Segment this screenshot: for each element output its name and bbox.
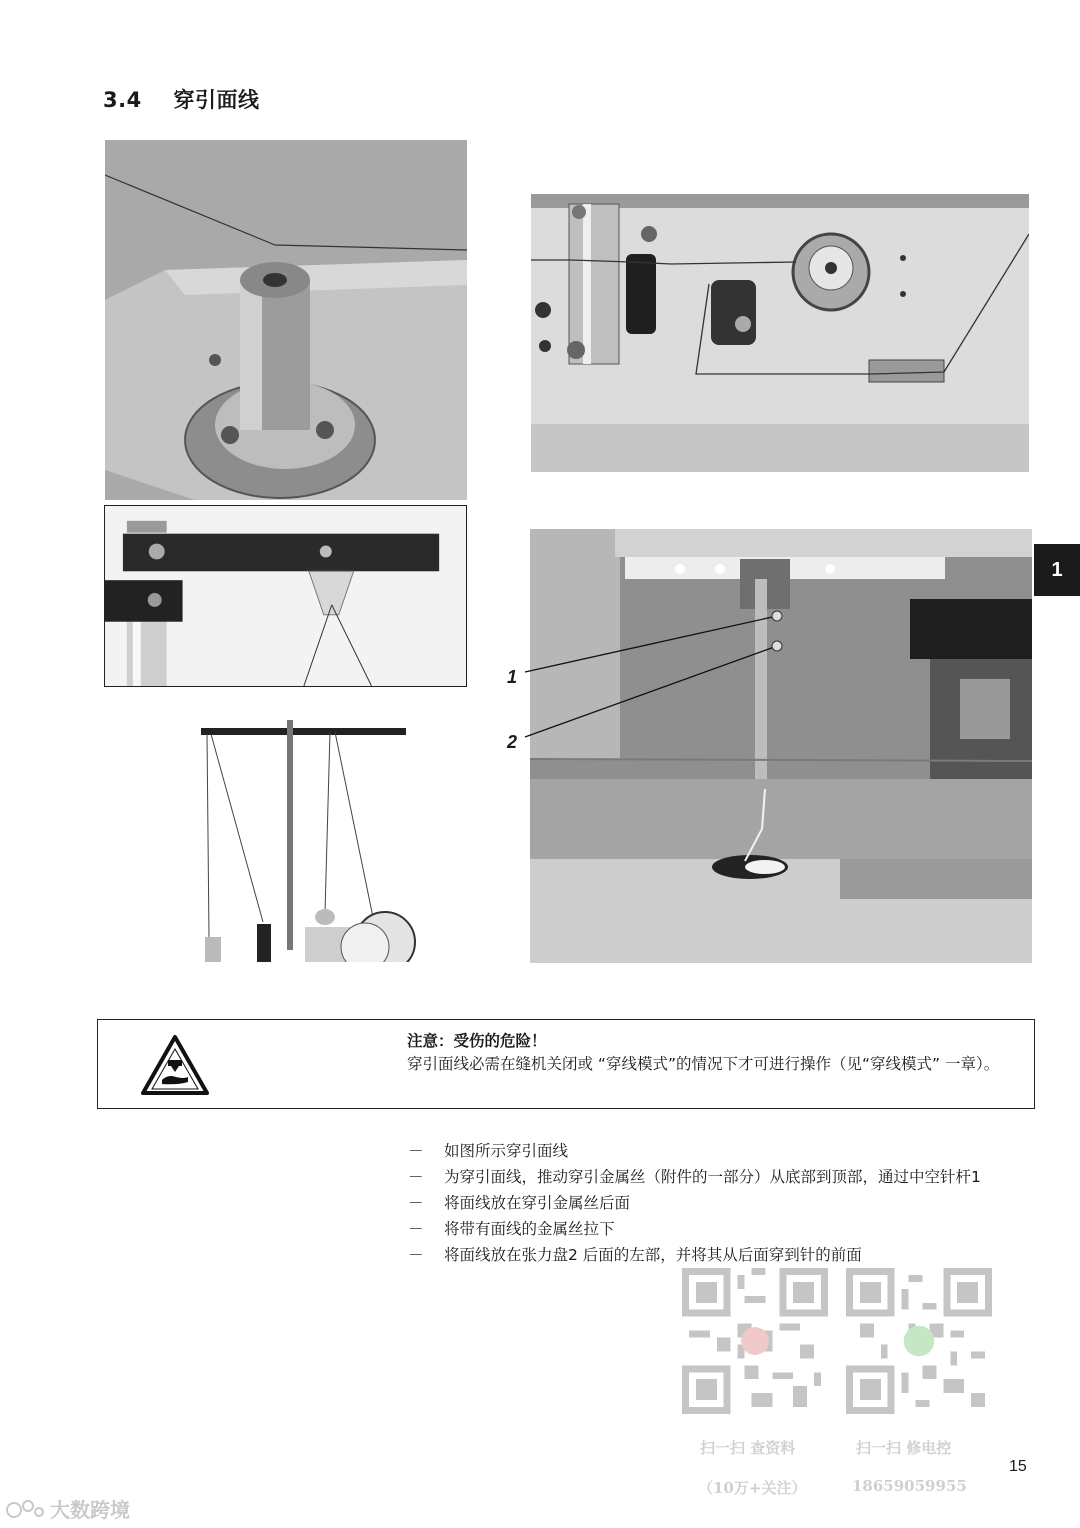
thread-guide-post-photo <box>105 140 467 500</box>
step-text: 为穿引面线，推动穿引金属丝（附件的一部分）从底部到顶部，通过中空针杆1 <box>444 1168 981 1186</box>
thread-stand-arm-photo <box>104 505 467 687</box>
tension-assembly-photo <box>531 194 1029 472</box>
warning-title: 注意：受伤的危险！ <box>407 1032 547 1050</box>
step-dash: － <box>408 1194 424 1212</box>
watermark-left-sub: （10万+关注） <box>698 1479 807 1497</box>
warning-box <box>97 1019 1035 1109</box>
callout-2: 2 <box>507 732 518 752</box>
step-text: 将面线放在穿引金属丝后面 <box>444 1194 631 1212</box>
section-number: 3.4 <box>103 88 142 112</box>
watermark-left-caption: 扫一扫 查资料 <box>700 1439 796 1457</box>
step-dash: － <box>408 1220 424 1238</box>
page-number: 15 <box>1009 1458 1027 1475</box>
instruction-step <box>408 1190 1038 1216</box>
watermark-right-caption: 扫一扫 修电控 <box>856 1439 952 1457</box>
footer-brand <box>6 1494 130 1523</box>
brand-logo-icon <box>6 1498 46 1520</box>
instruction-list <box>408 1138 1038 1268</box>
callout-1: 1 <box>507 667 518 687</box>
warning-body: 穿引面线必需在缝机关闭或 “穿线模式”的情况下才可进行操作（见“穿线模式” 一章）。 <box>407 1055 1000 1073</box>
hand-injury-warning-icon <box>140 1034 210 1096</box>
chapter-tab: 1 <box>1034 544 1080 596</box>
step-dash: － <box>408 1168 424 1186</box>
section-title: 穿引面线 <box>173 88 260 112</box>
instruction-step <box>408 1216 1038 1242</box>
warning-text <box>407 1030 1027 1076</box>
section-heading <box>103 84 260 114</box>
step-text: 如图所示穿引面线 <box>444 1142 569 1160</box>
instruction-step <box>408 1164 1038 1190</box>
qr-code-left <box>682 1267 828 1415</box>
step-text: 将带有面线的金属丝拉下 <box>444 1220 615 1238</box>
step-dash: － <box>408 1246 424 1264</box>
watermark <box>680 1265 1000 1505</box>
step-dash: － <box>408 1142 424 1160</box>
step-text: 将面线放在张力盘2 后面的左部，并将其从后面穿到针的前面 <box>444 1246 862 1264</box>
watermark-right-sub: 18659059955 <box>852 1477 967 1495</box>
thread-stand-spools-photo <box>195 712 417 962</box>
instruction-step <box>408 1138 1038 1164</box>
footer-brand-text: 大数跨境 <box>50 1498 130 1522</box>
qr-code-right <box>846 1267 992 1415</box>
callout-leader-lines <box>515 600 795 750</box>
